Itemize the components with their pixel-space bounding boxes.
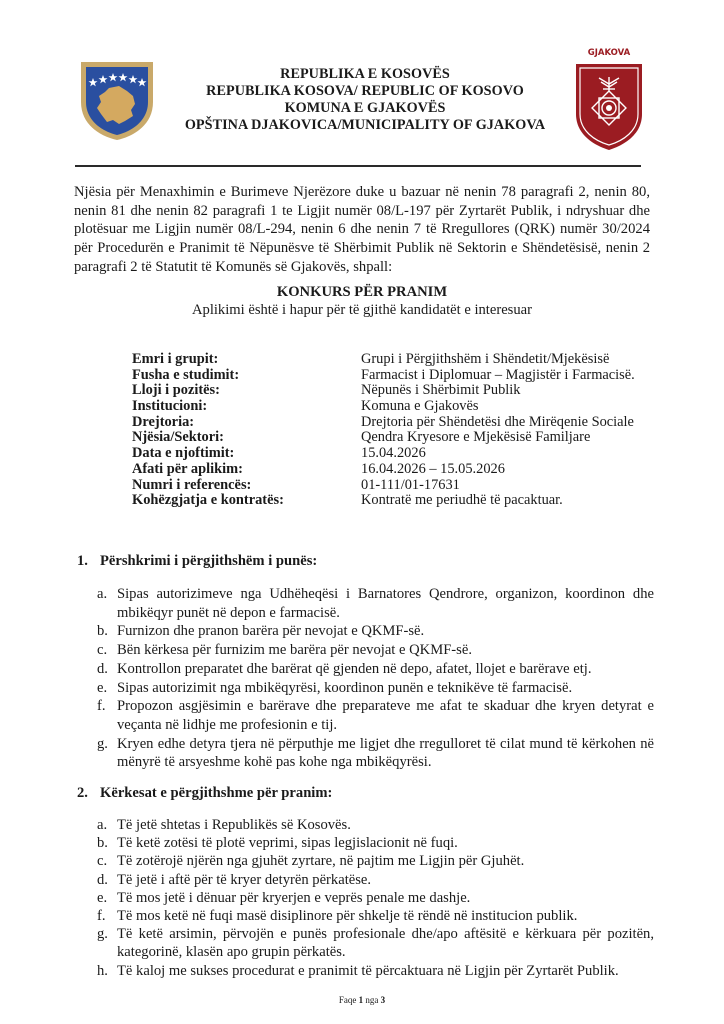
info-label: Kohëzgjatja e kontratës: (132, 492, 284, 509)
info-row (132, 399, 672, 415)
section-1-heading (77, 552, 657, 570)
list-item (97, 585, 654, 622)
info-value: 15.04.2026 (361, 445, 426, 462)
list-marker: b. (97, 623, 108, 640)
list-marker: a. (97, 586, 108, 602)
info-value: Grupi i Përgjithshëm i Shëndetit/Mjekësisë (361, 351, 610, 367)
list-text: Sipas autorizimeve nga Udhëheqësi i Barnatores Qendrore, organizon, koordinon dhe mbikëqyr punët në depon e farmacisë. (117, 586, 654, 621)
list-marker: d. (97, 660, 108, 677)
gjakova-label: GJAKOVA (587, 48, 631, 58)
list-text: Bën kërkesa për furnizim me barëra për nevojat e QKMF-së. (117, 642, 472, 659)
list-item (97, 925, 654, 961)
list-item (97, 697, 654, 734)
list-text: Kryen edhe detyra tjera në përputhje me ligjet dhe rregulloret të cilat mund të kërkohen në mënyrë të arsyeshme kohë pas kohe nga mbikëqyrësi. (117, 735, 654, 771)
section-2-heading (77, 784, 657, 802)
info-label: Njësia/Sektori: (132, 429, 224, 446)
info-row (132, 368, 672, 384)
list-marker: f. (97, 908, 106, 925)
list-item (97, 622, 654, 641)
footer-total-pages: 3 (380, 995, 386, 1005)
list-marker: g. (97, 926, 108, 943)
info-label: Institucioni: (132, 398, 208, 415)
info-label: Drejtoria: (132, 413, 195, 430)
list-marker: h. (97, 962, 108, 979)
intro-paragraph: Njësia për Menaxhimin e Burimeve Njerëzore duke u bazuar në nenin 78 paragrafi 2, nenin 80, nenin 81 dhe nenin 82 paragrafi 1 te Ligjit numër 08/L-197 për Zyrtarët Publik, i ndryshuar dhe plotësuar me Ligjin numër 08/L-294, nenin 6 dhe nenin 7 të Rregullores (QRK) numër 30/2024 për Procedurën e Pranimit të Nëpunësve të Shërbimit Publik në Sektorin e Shëndetësisë, nenin 2 paragrafi 2 të Statutit të Komunës së Gjakovës, shpall: (74, 184, 650, 275)
info-row (132, 478, 672, 494)
list-text: Të ketë arsimin, përvojën e punës profesionale dhe/apo aftësitë e kërkuara për pozitën, kategorinë, klasën apo grupin përkatës. (117, 926, 654, 961)
list-marker: e. (97, 889, 108, 906)
header-divider (75, 165, 641, 167)
list-text: Të zotërojë njërën nga gjuhët zyrtare, në pajtim me Ligjin për Gjuhët. (117, 853, 525, 870)
job-description-list (97, 585, 654, 772)
list-text: Të mos jetë i dënuar për kryerjen e veprës penale me dashje. (117, 889, 471, 906)
header-line-4: OPŠTINA DJAKOVICA/MUNICIPALITY OF GJAKOVA (184, 117, 546, 133)
info-row (132, 446, 672, 462)
list-text: Të kaloj me sukses procedurat e pranimit të përcaktuara në Ligjin për Zyrtarët Publik. (117, 962, 619, 979)
list-marker: g. (97, 735, 108, 752)
info-value: Qendra Kryesore e Mjekësisë Familjare (361, 429, 591, 446)
header-line-3: KOMUNA E GJAKOVËS (284, 100, 446, 116)
info-label: Data e njoftimit: (132, 445, 235, 462)
list-marker: c. (97, 642, 108, 659)
list-marker: d. (97, 871, 108, 888)
list-item (97, 816, 654, 834)
footer-middle: nga (365, 995, 379, 1005)
section-title: Kërkesat e përgjithshme për pranim: (100, 785, 333, 801)
list-text: Kontrollon preparatet dhe barërat që gjenden në depo, afatet, llojet e barërave etj. (117, 660, 592, 677)
info-label: Numri i referencës: (132, 476, 252, 493)
info-value: Kontratë me periudhë të pacaktuar. (361, 492, 563, 509)
kosovo-coat-of-arms-icon (77, 58, 157, 142)
list-text: Furnizon dhe pranon barëra për nevojat e QKMF-së. (117, 623, 425, 640)
info-value: Farmacist i Diplomuar – Magjistër i Farmacisë. (361, 366, 635, 383)
footer-page-number: 1 (358, 995, 364, 1005)
list-marker: e. (97, 679, 108, 696)
page-footer (0, 995, 724, 1005)
list-item (97, 735, 654, 772)
list-marker: a. (97, 817, 108, 833)
list-item (97, 641, 654, 660)
list-marker: f. (97, 698, 106, 715)
list-item (97, 834, 654, 852)
list-text: Të jetë shtetas i Republikës së Kosovës. (117, 817, 351, 833)
footer-prefix: Faqe (338, 995, 357, 1005)
info-row (132, 352, 672, 368)
list-item (97, 852, 654, 870)
info-value: Nëpunës i Shërbimit Publik (361, 382, 521, 399)
list-item (97, 889, 654, 907)
list-text: Propozon asgjësimin e barërave dhe preparateve me afat te skaduar dhe kryen detyrat e veçanta në lidhje me profesionin e tij. (117, 698, 654, 733)
section-number: 2. (77, 785, 88, 801)
position-info-table (132, 352, 672, 509)
announcement-title-block (74, 284, 650, 319)
list-text: Të ketë zotësi të plotë veprimi, sipas legjislacionit në fuqi. (117, 835, 458, 852)
info-row (132, 493, 672, 509)
list-text: Të jetë i aftë për të kryer detyrën përkatëse. (117, 871, 372, 888)
list-item (97, 679, 654, 698)
info-label: Afati për aplikim: (132, 460, 243, 477)
list-item (97, 871, 654, 889)
info-label: Emri i grupit: (132, 351, 219, 367)
info-value: 01-111/01-17631 (361, 476, 460, 493)
list-text: Të mos ketë në fuqi masë disiplinore për shkelje të rëndë në institucion publik. (117, 908, 578, 925)
info-row (132, 383, 672, 399)
info-value: 16.04.2026 – 15.05.2026 (361, 460, 505, 477)
list-item (97, 660, 654, 679)
info-row (132, 430, 672, 446)
list-item (97, 907, 654, 925)
info-value: Drejtoria për Shëndetësi dhe Mirëqenie Sociale (361, 413, 634, 430)
header-line-2: REPUBLIKA KOSOVA/ REPUBLIC OF KOSOVO (206, 83, 524, 99)
list-text: Sipas autorizimit nga mbikëqyrësi, koordinon punën e teknikëve të farmacisë. (117, 679, 573, 696)
section-title: Përshkrimi i përgjithshëm i punës: (100, 553, 318, 569)
announcement-title: KONKURS PËR PRANIM (276, 284, 448, 300)
list-marker: b. (97, 835, 108, 852)
info-row (132, 415, 672, 431)
list-marker: c. (97, 853, 108, 870)
announcement-subtitle: Aplikimi është i hapur për të gjithë kandidatët e interesuar (191, 302, 532, 318)
gjakova-emblem-icon (573, 44, 645, 154)
section-number: 1. (77, 553, 88, 569)
info-value: Komuna e Gjakovës (361, 398, 479, 415)
header-line-1: REPUBLIKA E KOSOVËS (280, 66, 450, 82)
header-title-block (160, 66, 570, 134)
info-label: Fusha e studimit: (132, 366, 240, 383)
info-row (132, 462, 672, 478)
list-item (97, 962, 654, 980)
general-requirements-list (97, 816, 654, 980)
info-label: Lloji i pozitës: (132, 382, 220, 399)
